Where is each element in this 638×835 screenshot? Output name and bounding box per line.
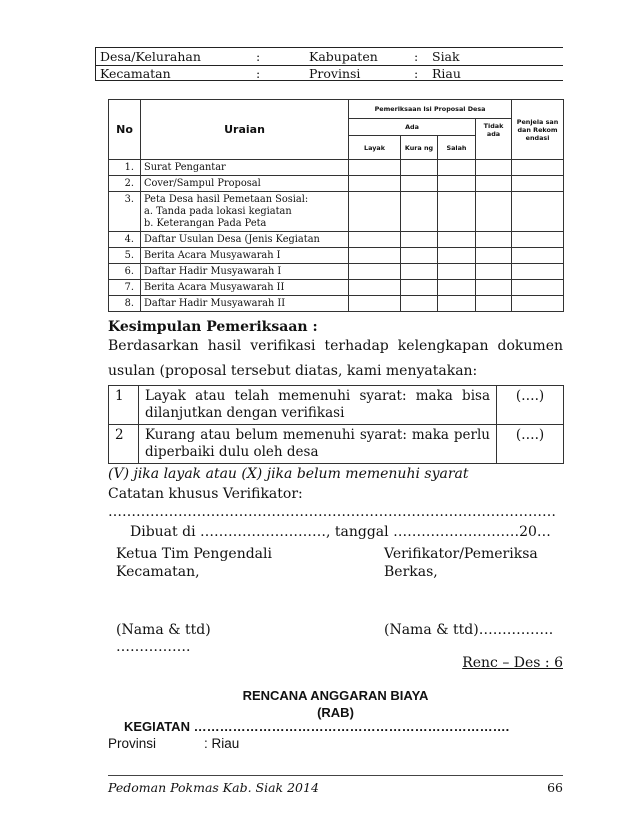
row-text: Daftar Usulan Desa (Jenis Kegiatan — [141, 232, 349, 248]
row-sub-b: b. Keterangan Pada Peta — [144, 218, 267, 229]
footer-rule — [108, 775, 563, 776]
result-no: 2 — [109, 425, 139, 464]
row-no: 8. — [109, 296, 141, 312]
col-no-header: No — [109, 100, 141, 160]
kabupaten-label: Kabupaten — [309, 49, 378, 64]
sign-right-name: (Nama & ttd)……………. — [384, 622, 554, 638]
row-no: 1. — [109, 160, 141, 176]
row-no: 6. — [109, 264, 141, 280]
result-table — [108, 385, 564, 464]
row-no: 7. — [109, 280, 141, 296]
kecamatan-label: Kecamatan — [100, 66, 171, 81]
kesimpulan-line-2: usulan (proposal tersebut diatas, kami menyatakan: — [108, 363, 478, 379]
row-no: 2. — [109, 176, 141, 192]
row-text: Surat Pengantar — [141, 160, 349, 176]
col-ada-header: Ada — [349, 119, 476, 136]
table-row — [109, 160, 564, 176]
result-text: Layak atau telah memenuhi syarat: maka bisa dilanjutkan dengan verifikasi — [139, 386, 497, 425]
result-row — [109, 425, 564, 464]
result-mark: (….) — [497, 386, 564, 425]
kesimpulan-title: Kesimpulan Pemeriksaan : — [108, 319, 318, 335]
result-mark: (….) — [497, 425, 564, 464]
kabupaten-value: Siak — [432, 49, 460, 64]
desa-label: Desa/Kelurahan — [100, 49, 201, 64]
row-no: 5. — [109, 248, 141, 264]
row-sub-a: a. Tanda pada lokasi kegiatan — [144, 206, 292, 217]
table-row — [109, 192, 564, 232]
sign-right-line-2: Berkas, — [384, 564, 438, 580]
row-no: 3. — [109, 192, 141, 232]
rab-title: RENCANA ANGGARAN BIAYA — [242, 688, 429, 703]
col-tidak-ada-header: Tidak ada — [476, 119, 512, 160]
dibuat-line: Dibuat di ………………………, tanggal ………………………20… — [130, 524, 551, 540]
sign-right-line-1: Verifikator/Pemeriksa — [384, 546, 538, 562]
provinsi-label: Provinsi — [309, 66, 361, 81]
row-no: 4. — [109, 232, 141, 248]
header-row-2 — [96, 65, 563, 82]
result-no: 1 — [109, 386, 139, 425]
sign-left-line-2: Kecamatan, — [116, 564, 200, 580]
provinsi-value: Riau — [432, 66, 461, 81]
desa-colon: : — [256, 49, 261, 64]
rab-provinsi-label: Provinsi — [108, 736, 157, 751]
table-row — [109, 280, 564, 296]
row-text: Berita Acara Musyawarah II — [141, 280, 349, 296]
header-row-1 — [96, 48, 563, 66]
table-row — [109, 232, 564, 248]
result-text: Kurang atau belum memenuhi syarat: maka perlu diperbaiki dulu oleh desa — [139, 425, 497, 464]
table-row — [109, 176, 564, 192]
kabupaten-colon: : — [414, 49, 419, 64]
row-text: Cover/Sampul Proposal — [141, 176, 349, 192]
table-row — [109, 264, 564, 280]
kesimpulan-line-1: Berdasarkan hasil verifikasi terhadap kelengkapan dokumen — [108, 338, 563, 354]
col-uraian-header: Uraian — [141, 100, 349, 160]
row-text: Peta Desa hasil Pemetaan Sosial: — [144, 194, 309, 205]
row-text: Daftar Hadir Musyawarah I — [141, 264, 349, 280]
row-text-multi — [141, 192, 349, 232]
table-row — [109, 296, 564, 312]
catatan-dots: …………………………………………………………………………………… — [108, 504, 556, 520]
col-penjelasan-header: Penjela san dan Rekom endasi — [512, 100, 564, 160]
kecamatan-colon: : — [256, 66, 261, 81]
footer-page-number: 66 — [547, 780, 563, 795]
rab-provinsi-value: : Riau — [204, 736, 240, 751]
col-salah-header: Salah — [438, 136, 476, 160]
row-text: Berita Acara Musyawarah I — [141, 248, 349, 264]
sign-left-name: (Nama & ttd) — [116, 622, 211, 638]
col-pemeriksaan-header: Pemeriksaan Isi Proposal Desa — [349, 100, 512, 119]
catatan-label: Catatan khusus Verifikator: — [108, 486, 303, 502]
rab-kegiatan: KEGIATAN ………………………………………………………………. — [124, 719, 510, 734]
footer-title: Pedoman Pokmas Kab. Siak 2014 — [108, 780, 319, 795]
sign-left-line-1: Ketua Tim Pengendali — [116, 546, 272, 562]
inspection-table — [108, 99, 564, 312]
row-text: Daftar Hadir Musyawarah II — [141, 296, 349, 312]
sign-left-dots: ……………. — [116, 639, 191, 655]
result-row — [109, 386, 564, 425]
renc-code: Renc – Des : 6 — [462, 655, 563, 671]
table-row — [109, 248, 564, 264]
col-layak-header: Layak — [349, 136, 401, 160]
check-note: (V) jika layak atau (X) jika belum memenuhi syarat — [108, 466, 469, 482]
provinsi-colon: : — [414, 66, 419, 81]
rab-subtitle: (RAB) — [317, 705, 354, 720]
col-kurang-header: Kura ng — [401, 136, 438, 160]
location-header-box — [95, 47, 563, 81]
